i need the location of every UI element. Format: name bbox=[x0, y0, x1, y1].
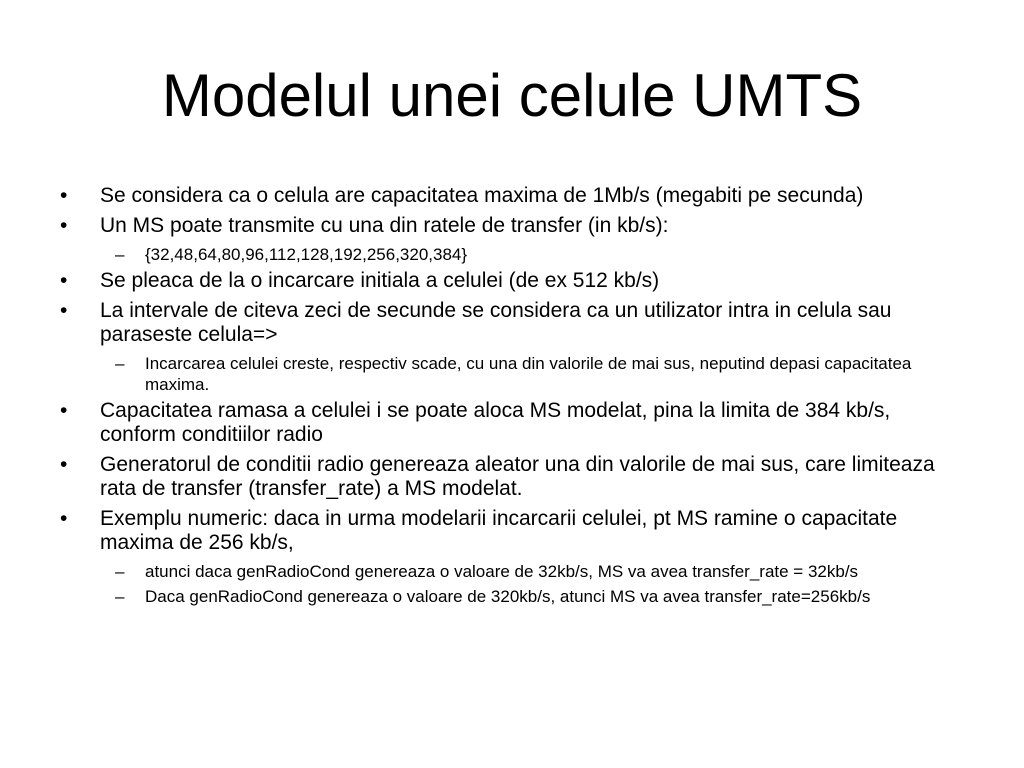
sub-bullet-item bbox=[58, 244, 968, 265]
bullet-item bbox=[58, 399, 968, 447]
sub-bullet-item bbox=[58, 353, 968, 395]
sub-bullet-text: Incarcarea celulei creste, respectiv scade, cu una din valorile de mai sus, neputind depasi capacitatea maxima. bbox=[145, 354, 912, 394]
bullet-item bbox=[58, 184, 968, 208]
sub-bullet-marker: – bbox=[115, 587, 125, 606]
sub-bullet-marker: – bbox=[115, 245, 125, 264]
bullet-marker: • bbox=[60, 507, 68, 530]
bullet-item bbox=[58, 214, 968, 238]
bullet-marker: • bbox=[60, 184, 68, 207]
sub-bullet-marker: – bbox=[115, 354, 125, 373]
bullet-marker: • bbox=[60, 269, 68, 292]
bullet-item bbox=[58, 299, 968, 347]
bullet-text: Exemplu numeric: daca in urma modelarii incarcarii celulei, pt MS ramine o capacitate maxima de 256 kb/s, bbox=[100, 507, 898, 554]
bullet-text: Un MS poate transmite cu una din ratele de transfer (in kb/s): bbox=[100, 214, 669, 237]
bullet-marker: • bbox=[60, 214, 68, 237]
bullet-item bbox=[58, 453, 968, 501]
sub-bullet-text: Daca genRadioCond genereaza o valoare de 320kb/s, atunci MS va avea transfer_rate=256kb/s bbox=[145, 587, 871, 606]
sub-bullet-item bbox=[58, 586, 968, 607]
bullet-text: La intervale de citeva zeci de secunde se considera ca un utilizator intra in celula sau paraseste celula=> bbox=[100, 299, 892, 346]
bullet-text: Se pleaca de la o incarcare initiala a celulei (de ex 512 kb/s) bbox=[100, 269, 660, 292]
sub-bullet-marker: – bbox=[115, 562, 125, 581]
bullet-marker: • bbox=[60, 299, 68, 322]
bullet-item bbox=[58, 507, 968, 555]
bullet-list bbox=[58, 184, 968, 611]
bullet-text: Capacitatea ramasa a celulei i se poate aloca MS modelat, pina la limita de 384 kb/s, conform conditiilor radio bbox=[100, 399, 891, 446]
sub-bullet-item bbox=[58, 561, 968, 582]
bullet-marker: • bbox=[60, 399, 68, 422]
slide-title: Modelul unei celule UMTS bbox=[161, 62, 863, 129]
sub-bullet-text: {32,48,64,80,96,112,128,192,256,320,384} bbox=[145, 245, 468, 264]
sub-bullet-text: atunci daca genRadioCond genereaza o valoare de 32kb/s, MS va avea transfer_rate = 32kb/s bbox=[145, 562, 859, 581]
bullet-text: Se considera ca o celula are capacitatea maxima de 1Mb/s (megabiti pe secunda) bbox=[100, 184, 864, 207]
bullet-item bbox=[58, 269, 968, 293]
bullet-text: Generatorul de conditii radio genereaza aleator una din valorile de mai sus, care limiteaza rata de transfer (transfer_rate) a MS modelat. bbox=[100, 453, 935, 500]
bullet-marker: • bbox=[60, 453, 68, 476]
